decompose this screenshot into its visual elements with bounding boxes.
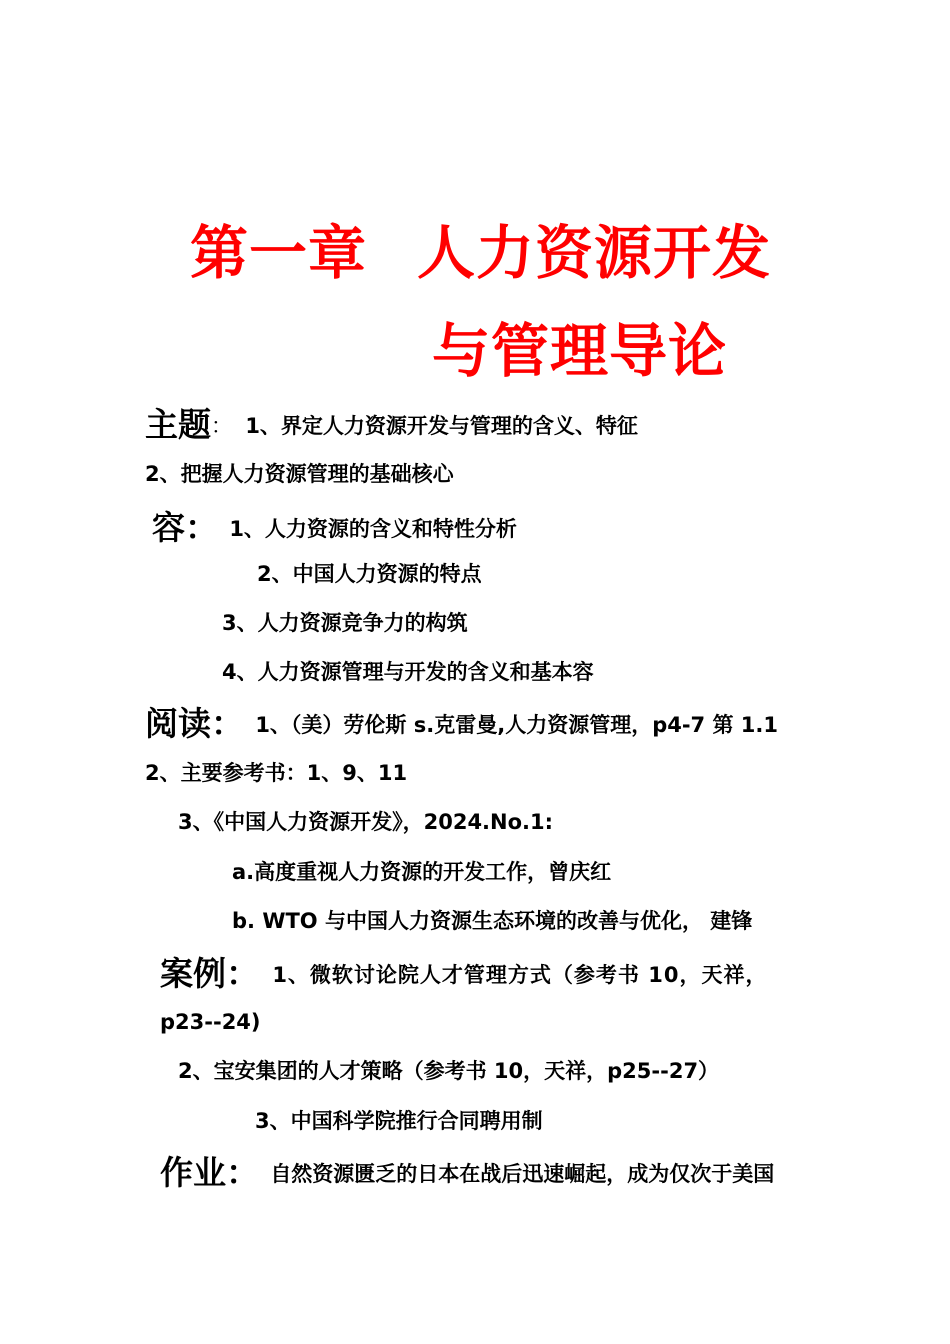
theme-colon: ： — [211, 414, 232, 438]
homework-heading: 作业： — [160, 1153, 259, 1192]
cases-line-1 — [160, 954, 768, 993]
theme-heading: 主题 — [145, 405, 211, 444]
homework-text: 自然资源匮乏的日本在战后迅速崛起，成为仅次于美国 — [270, 1162, 775, 1186]
theme-line-1 — [145, 405, 638, 444]
reading-line-1 — [145, 704, 778, 743]
reading-heading: 阅读： — [145, 704, 244, 743]
cases-heading: 案例： — [160, 954, 259, 993]
cases-item-2: 2、宝安集团的人才策略（参考书 10，天祥，p25--27） — [178, 1059, 720, 1083]
chapter-title-line1 — [190, 219, 772, 287]
content-item-3: 3、人力资源竞争力的构筑 — [222, 611, 468, 635]
chapter-number: 第一章 — [190, 219, 368, 287]
homework-line-1 — [160, 1153, 775, 1192]
theme-item-2: 2、把握人力资源管理的基础核心 — [145, 462, 454, 486]
content-item-4: 4、人力资源管理与开发的含义和基本容 — [222, 660, 594, 684]
reading-item-3b: b. WTO 与中国人力资源生态环境的改善与优化， 建锋 — [232, 909, 753, 933]
content-item-1: 1、人力资源的含义和特性分析 — [229, 517, 517, 541]
cases-item-1: 1、微软讨论院人才管理方式（参考书 10，天祥， — [272, 963, 768, 987]
content-item-2: 2、中国人力资源的特点 — [257, 562, 482, 586]
cases-item-3: 3、中国科学院推行合同聘用制 — [255, 1109, 543, 1133]
reading-item-3a: a.高度重视人力资源的开发工作，曾庆红 — [232, 860, 612, 884]
content-line-1 — [152, 508, 517, 547]
reading-item-1: 1、（美）劳伦斯 s.克雷曼,人力资源管理，p4-7 第 1.1 — [255, 713, 778, 737]
reading-item-2: 2、主要参考书：1、9、11 — [145, 761, 408, 785]
content-heading: 容： — [152, 508, 218, 547]
reading-item-3: 3、《中国人力资源开发》，2024.No.1: — [178, 810, 554, 834]
cases-item-1-continued: p23--24) — [160, 1010, 261, 1034]
chapter-title-line2: 与管理导论 — [432, 317, 728, 385]
theme-item-1: 1、界定人力资源开发与管理的含义、特征 — [245, 414, 638, 438]
chapter-title-part1: 人力资源开发 — [417, 219, 772, 287]
